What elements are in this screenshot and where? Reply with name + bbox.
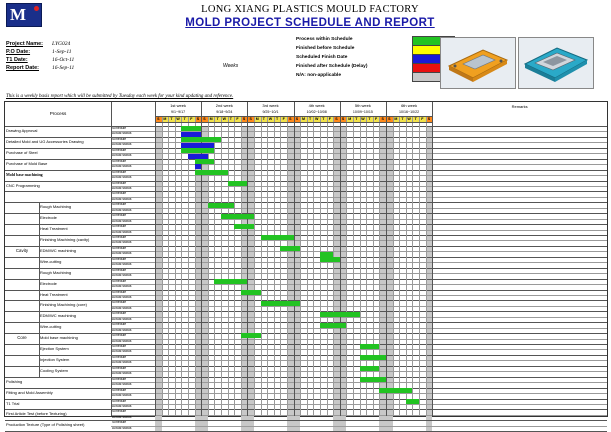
process-name: Polishing xyxy=(6,378,23,384)
schedule-label: Schedule xyxy=(112,409,127,414)
info-row xyxy=(6,49,71,55)
day-header: F xyxy=(188,116,195,122)
week-header: 4th week xyxy=(308,103,325,108)
day-header: M xyxy=(255,117,259,121)
day-header: F xyxy=(280,116,287,122)
day-header: W xyxy=(314,117,319,121)
schedule-label: Schedule xyxy=(112,311,127,316)
schedule-bar xyxy=(320,252,333,257)
actual-label: Actual status xyxy=(112,175,132,180)
actual-label: Actual status xyxy=(112,131,132,136)
row-divider xyxy=(5,420,607,421)
schedule-bar xyxy=(181,143,214,148)
process-name: Electrode xyxy=(40,280,57,286)
actual-label: Actual status xyxy=(112,262,132,267)
day-divider xyxy=(406,116,407,416)
day-header: F xyxy=(327,116,334,122)
process-name: T1 Trial xyxy=(6,400,20,406)
schedule-bar xyxy=(261,235,294,240)
logo-letter: M xyxy=(10,5,26,24)
actual-label: Actual status xyxy=(112,360,132,365)
day-divider xyxy=(426,116,427,416)
mold-photo-1 xyxy=(440,37,516,89)
schedule-bar xyxy=(320,257,340,262)
group-divider xyxy=(39,202,40,300)
actual-label: Actual status xyxy=(112,273,132,278)
schedule-bar xyxy=(188,154,208,159)
schedule-bar xyxy=(214,279,247,284)
week-dates: 9/18~9/24 xyxy=(216,110,233,114)
week-header: 3rd week xyxy=(262,103,279,108)
day-header: M xyxy=(394,117,398,121)
actual-label: Actual status xyxy=(112,164,132,169)
day-divider xyxy=(234,116,235,416)
process-name: Rough Machining xyxy=(40,269,72,275)
schedule-label: Schedule xyxy=(112,387,127,392)
schedule-bar xyxy=(181,148,214,153)
week-dates: 10/09~10/15 xyxy=(352,110,373,114)
schedule-label: Schedule xyxy=(112,169,127,174)
header-divider xyxy=(155,116,432,117)
legend-label: Scheduled Finish Date xyxy=(296,55,348,60)
day-divider xyxy=(274,116,275,416)
schedule-bar xyxy=(234,224,254,229)
day-header: T xyxy=(412,116,419,122)
schedule-bar xyxy=(241,333,261,338)
schedule-bar xyxy=(320,323,346,328)
day-header: M xyxy=(301,117,305,121)
day-divider xyxy=(188,116,189,416)
info-key: P.O Date: xyxy=(6,49,31,55)
schedule-label: Schedule xyxy=(112,365,127,370)
info-value: LYG024 xyxy=(52,41,71,47)
schedule-label: Schedule xyxy=(112,256,127,261)
schedule-label: Schedule xyxy=(112,289,127,294)
day-divider xyxy=(340,102,341,416)
schedule-label: Schedule xyxy=(112,136,127,141)
schedule-label: Schedule xyxy=(112,202,127,207)
day-header: W xyxy=(268,117,273,121)
day-header: S xyxy=(247,116,254,122)
schedule-bar xyxy=(320,312,360,317)
day-divider xyxy=(261,116,262,416)
day-header: T xyxy=(366,116,373,122)
schedule-bar xyxy=(280,246,300,251)
schedule-bar xyxy=(181,137,221,142)
week-header: 2nd week xyxy=(215,103,233,108)
process-name: Mold base machining xyxy=(40,335,78,341)
day-header: W xyxy=(407,117,411,121)
process-name: Production Texture (Type of Polishing sheet) xyxy=(6,422,85,428)
process-name: Cooling System xyxy=(40,367,69,373)
schedule-label: Schedule xyxy=(112,333,127,338)
schedule-label: Schedule xyxy=(112,267,127,272)
report-note: This is a weekly basis report which will be submitted by Tuesday each week for your kind updating and reference. xyxy=(6,94,234,99)
day-divider xyxy=(307,116,308,416)
schedule-label: Schedule xyxy=(112,224,127,229)
info-value: 1-Sep-11 xyxy=(52,49,72,55)
day-divider xyxy=(254,116,255,416)
schedule-label: Schedule xyxy=(112,420,127,425)
schedule-label: Schedule xyxy=(112,180,127,185)
actual-label: Actual status xyxy=(112,251,132,256)
day-header: F xyxy=(419,116,426,122)
day-header: T xyxy=(168,116,175,122)
actual-label: Actual status xyxy=(112,349,132,354)
group-divider xyxy=(39,300,40,376)
info-key: T1 Date: xyxy=(6,57,28,63)
day-divider xyxy=(294,102,295,416)
actual-label: Actual status xyxy=(112,196,132,201)
day-divider xyxy=(168,116,169,416)
schedule-bar xyxy=(360,377,386,382)
info-key: Project Name: xyxy=(6,41,43,47)
process-name: EDM/WC machining xyxy=(40,247,77,253)
info-value: 16-Oct-11 xyxy=(52,57,75,63)
process-name: Drawing Approval xyxy=(6,128,38,133)
actual-label: Actual status xyxy=(112,403,132,408)
actual-label: Actual status xyxy=(112,327,132,332)
process-name: First Article Test (before Texturing) xyxy=(6,411,67,417)
day-divider xyxy=(333,116,334,416)
legend-label: Finished after Schedule (Delay) xyxy=(296,64,368,69)
day-header: S xyxy=(287,116,294,122)
schedule-label: Schedule xyxy=(112,278,127,283)
day-header: S xyxy=(241,116,248,122)
info-row xyxy=(6,65,74,71)
schedule-label: Schedule xyxy=(112,354,127,359)
day-divider xyxy=(300,116,301,416)
legend-label: Finished before Schedule xyxy=(296,46,355,51)
day-divider xyxy=(181,116,182,416)
day-divider xyxy=(419,116,420,416)
day-header: F xyxy=(373,116,380,122)
schedule-label: Schedule xyxy=(112,158,127,163)
schedule-bar xyxy=(360,366,380,371)
day-header: T xyxy=(261,116,268,122)
day-divider xyxy=(313,116,314,416)
day-divider xyxy=(175,116,176,416)
actual-label: Actual status xyxy=(112,153,132,158)
day-header: S xyxy=(155,116,162,122)
day-header: W xyxy=(222,117,226,121)
actual-label: Actual status xyxy=(112,218,132,223)
process-name: Purchase of Steel xyxy=(6,149,38,155)
actual-label: Actual status xyxy=(112,229,132,234)
day-divider xyxy=(221,116,222,416)
day-header: W xyxy=(176,117,180,121)
day-divider xyxy=(327,116,328,416)
schedule-bar xyxy=(228,181,248,186)
sub-row-divider xyxy=(111,426,607,427)
actual-label: Actual status xyxy=(112,284,132,289)
schedule-bar xyxy=(195,159,215,164)
process-name xyxy=(5,191,112,202)
process-name: Heat Treatment xyxy=(40,226,68,232)
info-row xyxy=(6,57,74,63)
process-name: Heat Treatment xyxy=(40,291,68,297)
process-name: Purchase of Mold Base xyxy=(6,160,48,166)
day-header: M xyxy=(163,117,167,121)
actual-label: Actual status xyxy=(112,240,132,245)
day-header: T xyxy=(274,116,281,122)
day-header: S xyxy=(386,116,393,122)
day-header: F xyxy=(234,116,241,122)
day-header: S xyxy=(294,116,301,122)
day-divider xyxy=(432,102,433,416)
day-divider xyxy=(412,116,413,416)
schedule-table xyxy=(4,101,608,430)
actual-label: Actual status xyxy=(112,414,132,419)
actual-label: Actual status xyxy=(112,294,132,299)
schedule-label: Schedule xyxy=(112,191,127,196)
actual-label: Actual status xyxy=(112,305,132,310)
schedule-label: Schedule xyxy=(112,126,127,130)
legend-label: N/A: non-applicable xyxy=(296,73,342,78)
schedule-label: Schedule xyxy=(112,213,127,218)
day-divider xyxy=(393,116,394,416)
schedule-label: Schedule xyxy=(112,235,127,239)
day-header: S xyxy=(333,116,340,122)
day-header: S xyxy=(195,116,202,122)
process-name: Mold base machining xyxy=(6,171,43,177)
info-row xyxy=(6,41,70,47)
day-divider xyxy=(353,116,354,416)
day-header: M xyxy=(348,117,352,121)
process-name: Finishing Machining (cavity) xyxy=(40,237,90,242)
process-group: Cavity xyxy=(15,248,29,254)
process-name: Finishing Machining (core) xyxy=(40,302,87,308)
process-group: Core xyxy=(17,335,27,341)
actual-label: Actual status xyxy=(112,371,132,376)
day-divider xyxy=(280,116,281,416)
schedule-bar xyxy=(261,301,301,306)
day-divider xyxy=(287,116,288,416)
header-divider xyxy=(155,122,432,123)
day-divider xyxy=(320,116,321,416)
actual-label: Actual status xyxy=(112,393,132,398)
process-name: CNC Programming xyxy=(6,182,40,188)
week-dates: 9/25~10/1 xyxy=(262,110,279,114)
schedule-bar xyxy=(241,290,261,295)
actual-label: Actual status xyxy=(112,185,132,190)
actual-label: Actual status xyxy=(112,142,132,147)
day-divider xyxy=(241,116,242,416)
day-divider xyxy=(162,116,163,416)
day-header: T xyxy=(399,116,406,122)
day-header: T xyxy=(228,116,235,122)
day-divider xyxy=(386,102,387,416)
day-header: S xyxy=(201,116,208,122)
day-divider xyxy=(247,102,248,416)
col-divider xyxy=(111,102,112,416)
process-name: Wire-cutting xyxy=(40,258,62,264)
process-header: Process xyxy=(49,111,67,116)
day-header: T xyxy=(353,116,360,122)
factory-name: LONG XIANG PLASTICS MOULD FACTORY xyxy=(201,4,419,15)
day-header: S xyxy=(379,116,386,122)
day-header: S xyxy=(426,116,433,122)
process-name: EDM/WC machining xyxy=(40,313,77,319)
schedule-bar xyxy=(195,170,228,175)
mold-photo-2 xyxy=(518,37,594,89)
schedule-bar xyxy=(406,399,419,404)
report-title: MOLD PROJECT SCHEDULE AND REPORT xyxy=(185,17,435,29)
day-divider xyxy=(379,116,380,416)
day-divider xyxy=(228,116,229,416)
week-dates: 10/02~10/08 xyxy=(306,110,327,114)
day-header: M xyxy=(209,117,213,121)
process-name: Rough Machining xyxy=(40,204,72,210)
process-name: Ejection System xyxy=(40,346,69,351)
day-header: S xyxy=(340,116,347,122)
week-header: 6th week xyxy=(401,103,418,108)
info-key: Report Date: xyxy=(6,65,40,71)
schedule-bar xyxy=(221,214,254,219)
actual-label: Actual status xyxy=(112,207,132,212)
company-logo xyxy=(6,3,42,27)
week-header: 5th week xyxy=(354,103,371,108)
actual-label: Actual status xyxy=(112,316,132,321)
schedule-bar xyxy=(181,132,201,137)
logo-dot-icon xyxy=(34,6,39,11)
schedule-bar xyxy=(181,126,201,131)
schedule-label: Schedule xyxy=(112,322,127,327)
process-name: Fitting and Mold Assembly xyxy=(6,389,53,395)
schedule-bar xyxy=(360,344,380,349)
day-divider xyxy=(267,116,268,416)
day-divider xyxy=(399,116,400,416)
actual-label: Actual status xyxy=(112,338,132,343)
process-name: Injection System xyxy=(40,356,70,362)
actual-label: Actual status xyxy=(112,425,132,430)
schedule-label: Schedule xyxy=(112,147,127,152)
schedule-bar xyxy=(195,164,202,169)
schedule-label: Schedule xyxy=(112,376,127,381)
schedule-bar xyxy=(360,355,386,360)
day-divider xyxy=(155,102,156,416)
schedule-label: Schedule xyxy=(112,398,127,403)
day-header: T xyxy=(181,116,188,122)
process-name: Wire-cutting xyxy=(40,324,62,330)
week-dates: 10/16~10/22 xyxy=(399,110,420,114)
info-value: 16-Sep-11 xyxy=(52,65,75,71)
day-header: W xyxy=(361,117,365,121)
day-header: T xyxy=(214,116,221,122)
schedule-label: Schedule xyxy=(112,245,127,250)
process-name: Detailed Mold and UG Accessories Drawing xyxy=(6,138,84,144)
week-header: 1st week xyxy=(170,103,186,108)
schedule-label: Schedule xyxy=(112,344,127,348)
remarks-header: Remarks xyxy=(511,104,528,109)
day-header: T xyxy=(320,116,327,122)
day-divider xyxy=(214,116,215,416)
day-header: T xyxy=(307,116,314,122)
actual-label: Actual status xyxy=(112,382,132,387)
week-dates: 9/1~9/17 xyxy=(171,110,186,114)
schedule-label: Schedule xyxy=(112,300,127,305)
legend-label: Process within Schedule xyxy=(296,37,353,42)
weeks-label: Weeks xyxy=(223,63,239,69)
schedule-bar xyxy=(379,388,412,393)
process-name: Electrode xyxy=(40,215,57,221)
day-divider xyxy=(346,116,347,416)
schedule-bar xyxy=(208,203,234,208)
